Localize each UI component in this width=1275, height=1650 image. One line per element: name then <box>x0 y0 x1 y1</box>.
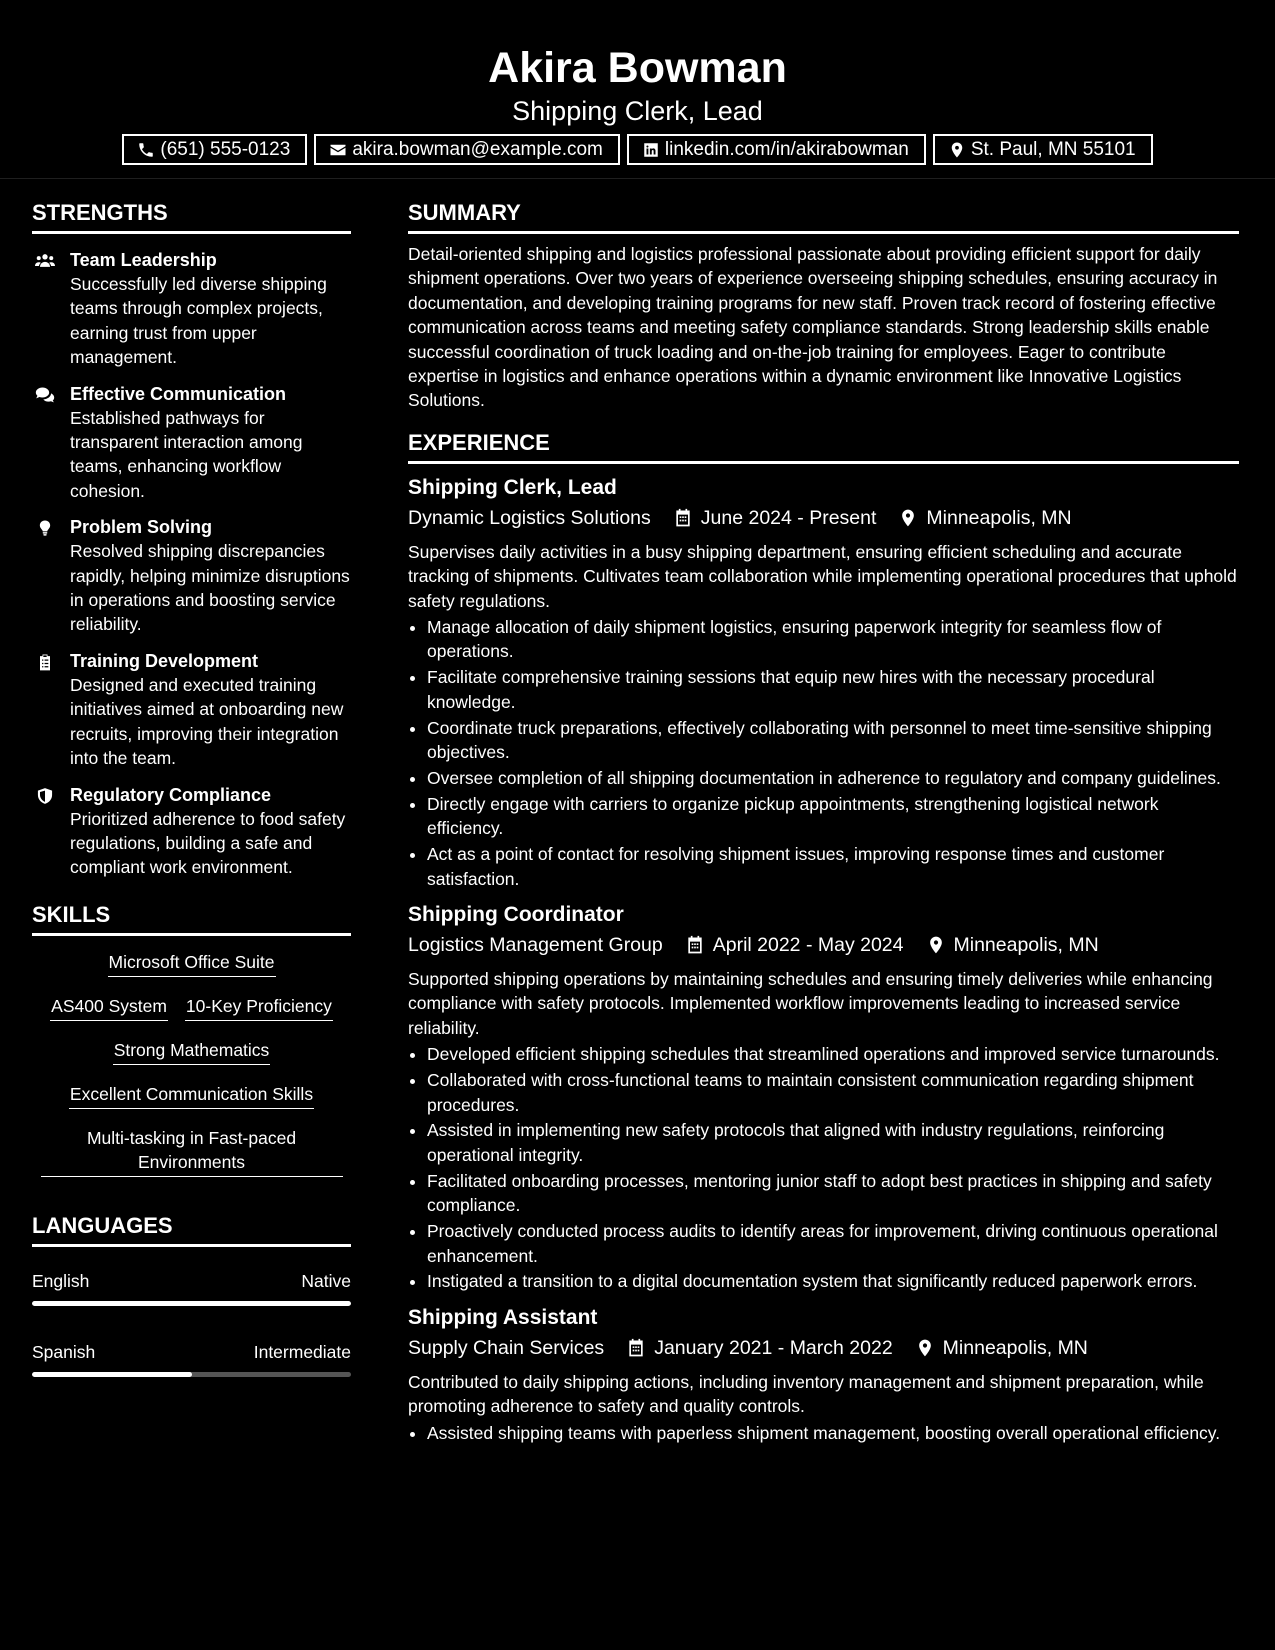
calendar-icon <box>626 1338 646 1358</box>
job-bullets <box>408 615 1239 891</box>
contact-phone[interactable] <box>122 134 307 165</box>
skills-heading: SKILLS <box>32 900 351 936</box>
phone-text: (651) 555-0123 <box>160 138 291 160</box>
job-description: Contributed to daily shipping actions, including inventory management and shipment preparation, while promoting adherence to safety and quality controls. <box>408 1371 1204 1417</box>
languages-heading: LANGUAGES <box>32 1211 351 1247</box>
location-text: St. Paul, MN 55101 <box>970 138 1136 160</box>
job-location: Minneapolis, MN <box>953 934 1099 957</box>
job-bullet: • Developed efficient shipping schedules that streamlined operations and improved service turnarounds. <box>427 1042 1239 1066</box>
candidate-name: Akira Bowman <box>488 44 787 92</box>
right-column <box>408 178 1239 1447</box>
clipboard-icon <box>35 653 55 671</box>
strength-title: Effective Communication <box>70 383 287 404</box>
strengths-heading: STRENGTHS <box>32 198 351 234</box>
skills-section <box>32 900 351 1177</box>
experience-section <box>408 428 1239 1445</box>
language-proficiency-fill <box>32 1372 192 1377</box>
language-proficiency-fill <box>32 1301 351 1306</box>
experience-heading: EXPERIENCE <box>408 428 1239 464</box>
job-company: Dynamic Logistics Solutions <box>408 506 651 529</box>
comments-icon <box>35 386 55 404</box>
map-marker-icon <box>915 1338 935 1358</box>
strength-desc: Established pathways for transparent interaction among teams, enhancing workflow cohesion. <box>70 407 303 501</box>
calendar-icon <box>685 935 705 955</box>
job-entry <box>408 1304 1239 1445</box>
job-dates: January 2021 - March 2022 <box>654 1336 893 1359</box>
strength-desc: Successfully led diverse shipping teams through complex projects, earning trust from upper management. <box>70 274 327 368</box>
job-bullets <box>408 1042 1239 1294</box>
job-bullet: • Directly engage with carriers to organize pickup appointments, strengthening logistical network efficiency. <box>427 792 1239 841</box>
language-level: Intermediate <box>253 1341 351 1362</box>
language-level: Native <box>301 1270 351 1291</box>
language-item <box>32 1340 351 1377</box>
skill-tag: 10-Key Proficiency <box>185 994 333 1021</box>
map-marker-icon <box>898 508 918 528</box>
strength-title: Regulatory Compliance <box>70 784 272 805</box>
skill-tag: Microsoft Office Suite <box>108 950 276 977</box>
calendar-icon <box>673 508 693 528</box>
users-icon <box>35 252 55 270</box>
envelope-icon <box>329 141 347 159</box>
strength-item <box>32 649 351 771</box>
contact-bar <box>0 134 1275 165</box>
job-bullet: • Act as a point of contact for resolving shipment issues, improving response times and customer satisfaction. <box>427 842 1239 891</box>
language-name: Spanish <box>32 1341 96 1362</box>
strength-item <box>32 783 351 880</box>
contact-location[interactable] <box>933 134 1153 165</box>
job-bullet: • Facilitated onboarding processes, mentoring junior staff to adopt best practices in shipping and safety compliance. <box>427 1169 1239 1218</box>
linkedin-text: linkedin.com/in/akirabowman <box>664 138 909 160</box>
phone-icon <box>137 141 155 159</box>
job-bullet: • Assisted in implementing new safety protocols that aligned with industry regulations, reinforcing operational integrity. <box>427 1118 1239 1167</box>
skills-list <box>32 936 351 1177</box>
lightbulb-icon <box>35 519 55 537</box>
job-bullet: • Collaborated with cross-functional teams to maintain consistent communication regarding shipment procedures. <box>427 1068 1239 1117</box>
language-item <box>32 1269 351 1306</box>
strength-desc: Designed and executed training initiatives aimed at onboarding new recruits, improving their integration into the team. <box>70 674 344 769</box>
strength-item <box>32 248 351 370</box>
job-dates: April 2022 - May 2024 <box>712 934 904 957</box>
job-bullets <box>408 1421 1239 1445</box>
map-marker-icon <box>926 935 946 955</box>
contact-linkedin[interactable] <box>627 134 926 165</box>
strength-title: Team Leadership <box>70 250 217 270</box>
job-bullet: • Coordinate truck preparations, effectively collaborating with personnel to meet time-sensitive shipping objectives. <box>427 716 1239 765</box>
language-proficiency-bar <box>32 1372 351 1377</box>
strength-desc: Resolved shipping discrepancies rapidly, helping minimize disruptions in operations and boosting service reliability. <box>70 541 350 635</box>
linkedin-icon <box>642 141 660 159</box>
job-company: Supply Chain Services <box>408 1336 605 1359</box>
strength-desc: Prioritized adherence to food safety regulations, building a safe and compliant work environment. <box>70 808 346 878</box>
summary-section <box>408 198 1239 413</box>
strength-title: Training Development <box>70 650 259 671</box>
job-bullet: • Manage allocation of daily shipment logistics, ensuring paperwork integrity for seamless flow of operations. <box>427 615 1239 664</box>
job-title: Shipping Coordinator <box>408 903 624 927</box>
job-description: Supervises daily activities in a busy shipping department, ensuring efficient scheduling and accurate tracking of shipments. Cultivates team collaboration while implementing operational procedures that uphold safety regulations. <box>408 541 1237 611</box>
summary-text: Detail-oriented shipping and logistics professional passionate about providing efficient support for daily shipment operations. Over two years of experience overseeing shipping schedules, ensuring accuracy in documentation, and developing training programs for new staff. Proven track record of fostering effective communication across teams and meeting safety compliance standards. Strong leadership skills enable successful coordination of truck loading and on-the-job training for employees. Eager to contribute expertise in logistics and enhance operations within a dynamic environment like Innovative Logistics Solutions. <box>408 244 1218 411</box>
job-location: Minneapolis, MN <box>942 1336 1088 1359</box>
language-name: English <box>32 1270 90 1291</box>
job-description: Supported shipping operations by maintaining schedules and ensuring timely deliveries while enhancing compliance with safety protocols. Implemented workflow improvements leading to increased service reliability. <box>408 969 1213 1038</box>
job-company: Logistics Management Group <box>408 934 663 957</box>
skill-tag: Strong Mathematics <box>113 1038 271 1065</box>
left-column <box>32 178 351 1377</box>
job-bullet: • Instigated a transition to a digital documentation system that significantly reduced paperwork errors. <box>427 1269 1239 1293</box>
strength-title: Problem Solving <box>70 517 213 538</box>
summary-heading: SUMMARY <box>408 198 1239 234</box>
contact-email[interactable] <box>314 134 620 165</box>
email-text: akira.bowman@example.com <box>352 138 603 160</box>
skill-tag: AS400 System <box>50 994 168 1021</box>
shield-icon <box>35 787 55 805</box>
resume-header <box>0 0 1275 179</box>
strength-item <box>32 515 351 637</box>
job-bullet: • Oversee completion of all shipping documentation in adherence to regulatory and company guidelines. <box>427 766 1239 790</box>
skill-tag: Multi-tasking in Fast-paced Environments <box>41 1126 343 1177</box>
job-entry <box>408 901 1239 1294</box>
job-bullet: • Facilitate comprehensive training sessions that equip new hires with the necessary procedural knowledge. <box>427 665 1239 714</box>
job-bullet: • Proactively conducted process audits to identify areas for improvement, driving continuous operational enhancement. <box>427 1219 1239 1268</box>
job-bullet: • Assisted shipping teams with paperless shipment management, boosting overall operational efficiency. <box>427 1421 1239 1445</box>
job-title: Shipping Clerk, Lead <box>408 475 617 499</box>
job-dates: June 2024 - Present <box>700 506 877 529</box>
languages-section <box>32 1211 351 1377</box>
map-marker-icon <box>948 141 966 159</box>
job-entry <box>408 474 1239 891</box>
skill-tag: Excellent Communication Skills <box>69 1082 314 1109</box>
job-title: Shipping Assistant <box>408 1305 598 1329</box>
strengths-section <box>32 198 351 880</box>
candidate-role: Shipping Clerk, Lead <box>512 96 763 126</box>
job-location: Minneapolis, MN <box>926 506 1072 529</box>
language-proficiency-bar <box>32 1301 351 1306</box>
strength-item <box>32 382 351 504</box>
